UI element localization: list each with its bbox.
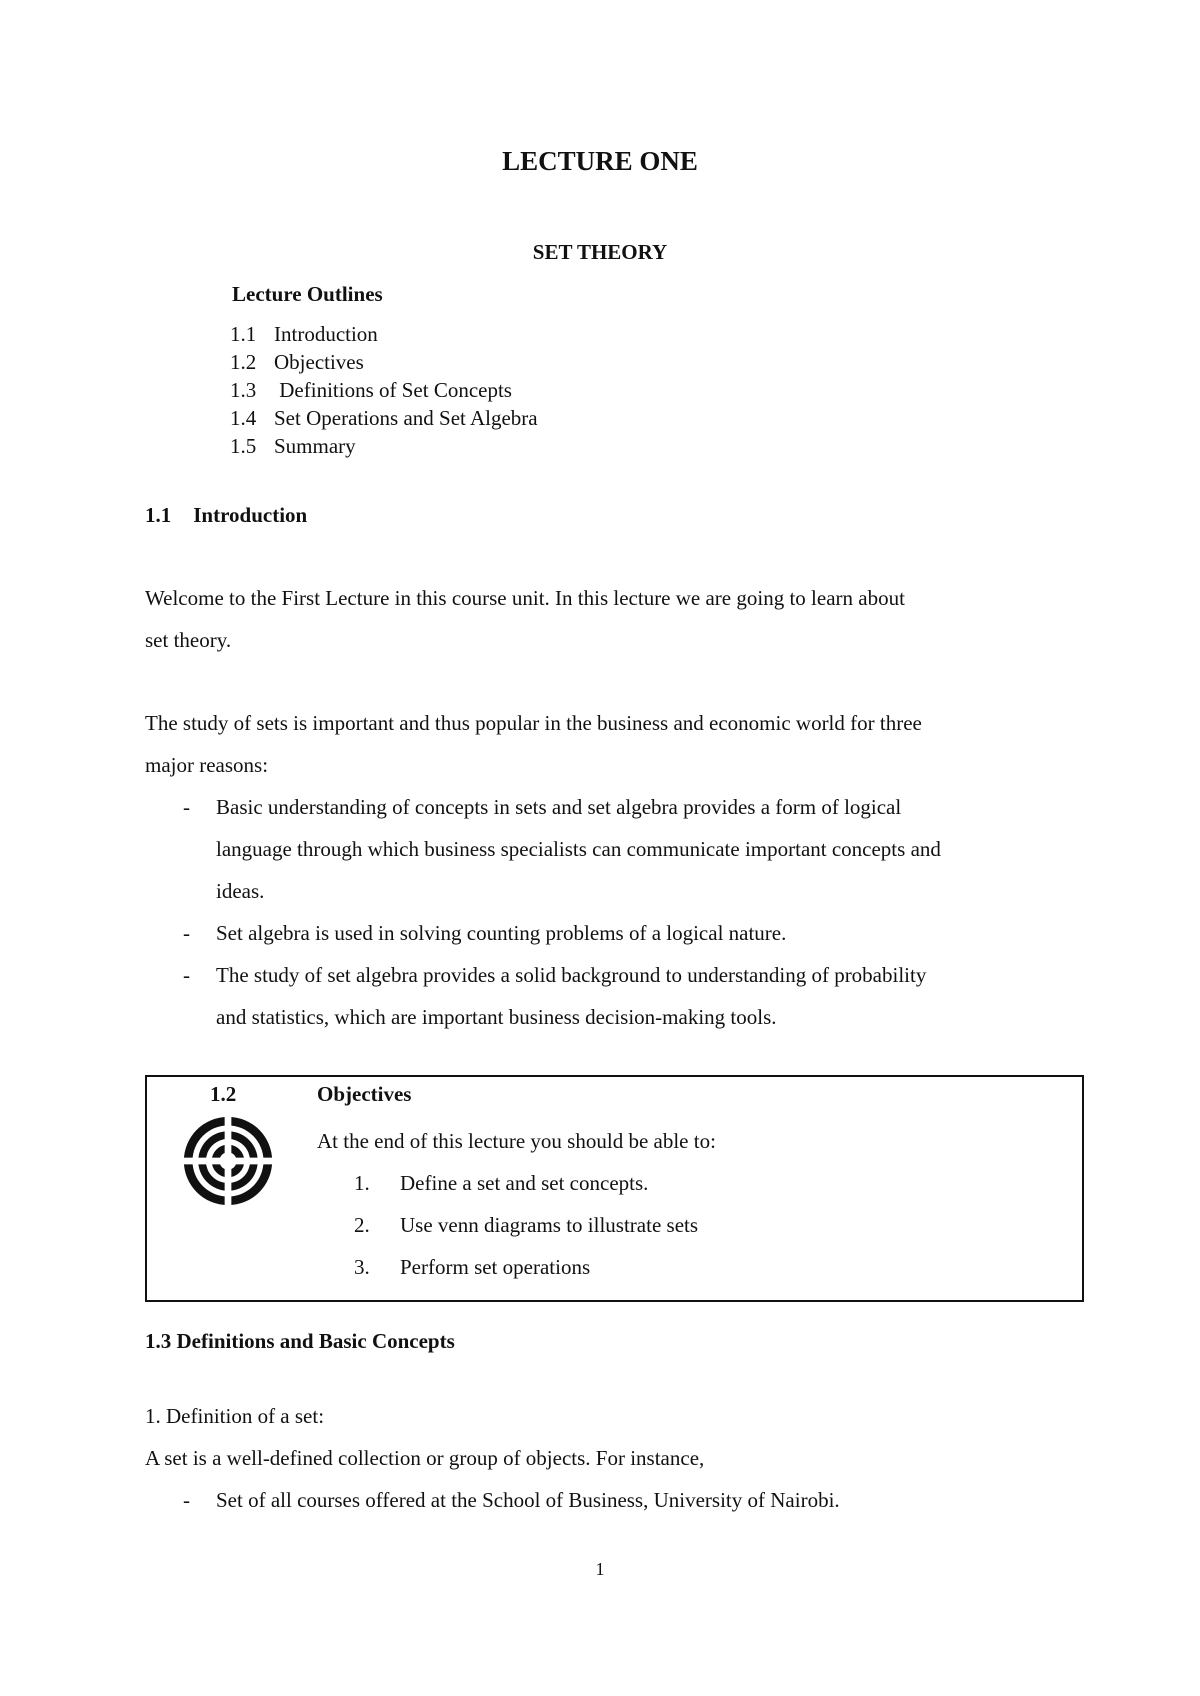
outline-item-number: 1.1 <box>230 322 257 346</box>
definition-item-title: 1. Definition of a set: <box>145 1404 325 1428</box>
section-title: Introduction <box>193 503 308 527</box>
outline-item <box>230 322 378 347</box>
list-item <box>0 963 1200 1047</box>
bullet-dash: - <box>183 1488 190 1512</box>
bullet-text-line: The study of set algebra provides a solid background to understanding of probability <box>216 963 927 987</box>
objective-item-label: Use venn diagrams to illustrate sets <box>400 1213 699 1237</box>
subject-title: SET THEORY <box>532 240 668 264</box>
outline-item-label: Objectives <box>274 350 364 374</box>
objectives-intro: At the end of this lecture you should be able to: <box>317 1129 716 1153</box>
bullet-text-line: and statistics, which are important business decision-making tools. <box>216 1005 777 1029</box>
page-number: 1 <box>595 1559 605 1579</box>
objective-item-number: 3. <box>354 1255 370 1279</box>
outline-item-number: 1.5 <box>230 434 257 458</box>
outline-heading: Lecture Outlines <box>232 282 383 306</box>
bullet-text-line: Set algebra is used in solving counting problems of a logical nature. <box>216 921 787 945</box>
intro-paragraph-line: set theory. <box>145 628 232 652</box>
lecture-title: LECTURE ONE <box>502 146 698 176</box>
outline-item <box>230 350 364 375</box>
list-item <box>0 1488 1200 1524</box>
objective-item-number: 1. <box>354 1171 370 1195</box>
objectives-section-number: 1.2 <box>210 1082 237 1106</box>
bullet-dash: - <box>183 921 190 945</box>
bullet-text-line: ideas. <box>216 879 265 903</box>
outline-item-number: 1.3 <box>230 378 257 402</box>
section-number: 1.1 <box>145 503 172 527</box>
intro-paragraph-line: major reasons: <box>145 753 269 777</box>
objectives-box <box>145 1075 1084 1302</box>
outline-item <box>230 378 512 403</box>
outline-item <box>230 406 538 431</box>
target-icon <box>180 1113 276 1209</box>
outline-item-label: Summary <box>274 434 356 458</box>
bullet-dash: - <box>183 963 190 987</box>
intro-paragraph-line: The study of sets is important and thus popular in the business and economic world for three <box>145 711 922 735</box>
objective-item-label: Perform set operations <box>400 1255 591 1279</box>
bullet-text-line: language through which business specialists can communicate important concepts and <box>216 837 941 861</box>
outline-item-label: Set Operations and Set Algebra <box>274 406 538 430</box>
section-heading-definitions: 1.3 Definitions and Basic Concepts <box>145 1329 455 1353</box>
outline-item-label: Definitions of Set Concepts <box>274 378 512 402</box>
objective-item-number: 2. <box>354 1213 370 1237</box>
intro-paragraph-line: Welcome to the First Lecture in this course unit. In this lecture we are going to learn about <box>145 586 905 610</box>
outline-item-number: 1.4 <box>230 406 257 430</box>
objectives-heading: Objectives <box>317 1082 412 1106</box>
bullet-text-line: Basic understanding of concepts in sets and set algebra provides a form of logical <box>216 795 902 819</box>
outline-item-number: 1.2 <box>230 350 257 374</box>
bullet-dash: - <box>183 795 190 819</box>
bullet-text-line: Set of all courses offered at the School of Business, University of Nairobi. <box>216 1488 840 1512</box>
objective-item-label: Define a set and set concepts. <box>400 1171 649 1195</box>
outline-item-label: Introduction <box>274 322 378 346</box>
definition-text: A set is a well-defined collection or group of objects. For instance, <box>145 1446 705 1470</box>
list-item <box>0 921 1200 961</box>
list-item <box>0 795 1200 925</box>
outline-item <box>230 434 356 459</box>
section-heading-introduction <box>145 503 307 528</box>
